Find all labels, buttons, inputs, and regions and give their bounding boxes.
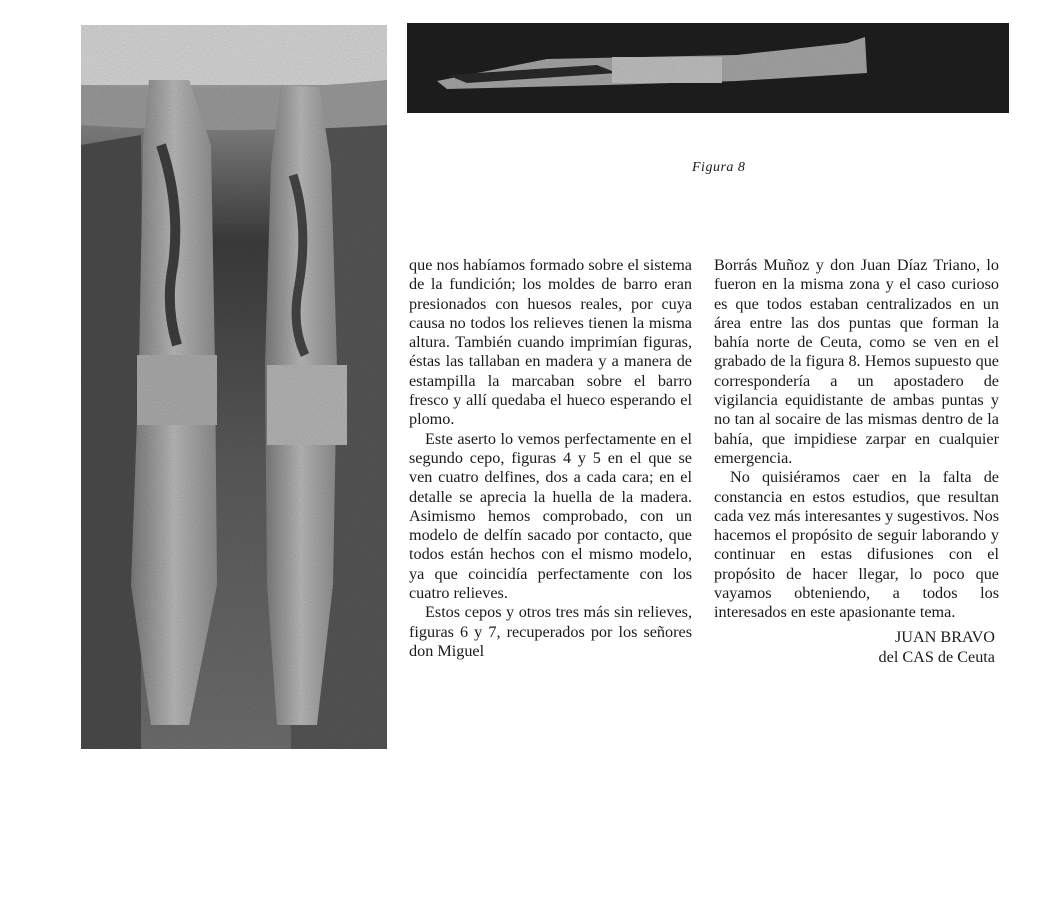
figure-caption: Figura 8 [692,160,746,175]
signature [714,627,999,667]
anchor-stocks-photo [81,25,387,749]
text-column-left [409,256,692,661]
paragraph: Borrás Muñoz y don Juan Díaz Triano, lo fueron en la misma zona y el caso curioso es que todos estaban centralizados en un área entre las dos puntas que forman la bahía norte de Ceuta, como se ven en el grabado de la figura 8. Hemos supuesto que correspondería a un apostadero de vigilancia equidistante de ambas puntas y no tan al socaire de las mismas dentro de la bahía, que impidiese zarpar en cualquier emergencia. [714,256,999,467]
author-name: JUAN BRAVO [895,627,995,646]
author-affiliation: del CAS de Ceuta [878,647,995,666]
text-column-right [714,256,999,667]
paragraph: No quisiéramos caer en la falta de constancia en estos estudios, que resultan cada vez más interesantes y sugestivos. Nos hacemos el propósito de seguir laborando y continuar en estas difusiones con el propósito de hacer llegar, lo poco que vayamos obteniendo, a todos los interesados en este apasionante tema. [714,468,999,622]
paragraph: Este aserto lo vemos perfectamente en el segundo cepo, figuras 4 y 5 en el que se ven cuatro delfines, dos a cada cara; en el detalle se aprecia la huella de la madera. Asimismo hemos comprobado, con un modelo de delfín sacado por contacto, que todos están hechos con el mismo modelo, ya que coincidía perfectamente con los cuatro relieves. [409,429,692,603]
paragraph: que nos habíamos formado sobre el sistema de la fundición; los moldes de barro eran presionados con huesos reales, por cuya causa no todos los relieves tienen la misma altura. También cuando imprimían figuras, éstas las tallaban en madera y a manera de estampilla la marcaban sobre el barro fresco y allí quedaba el hueco esperando el plomo. [409,256,692,429]
paragraph: Estos cepos y otros tres más sin relieves, figuras 6 y 7, recuperados por los señores don Miguel [409,603,692,660]
anchor-stock-top-photo [407,23,1009,113]
